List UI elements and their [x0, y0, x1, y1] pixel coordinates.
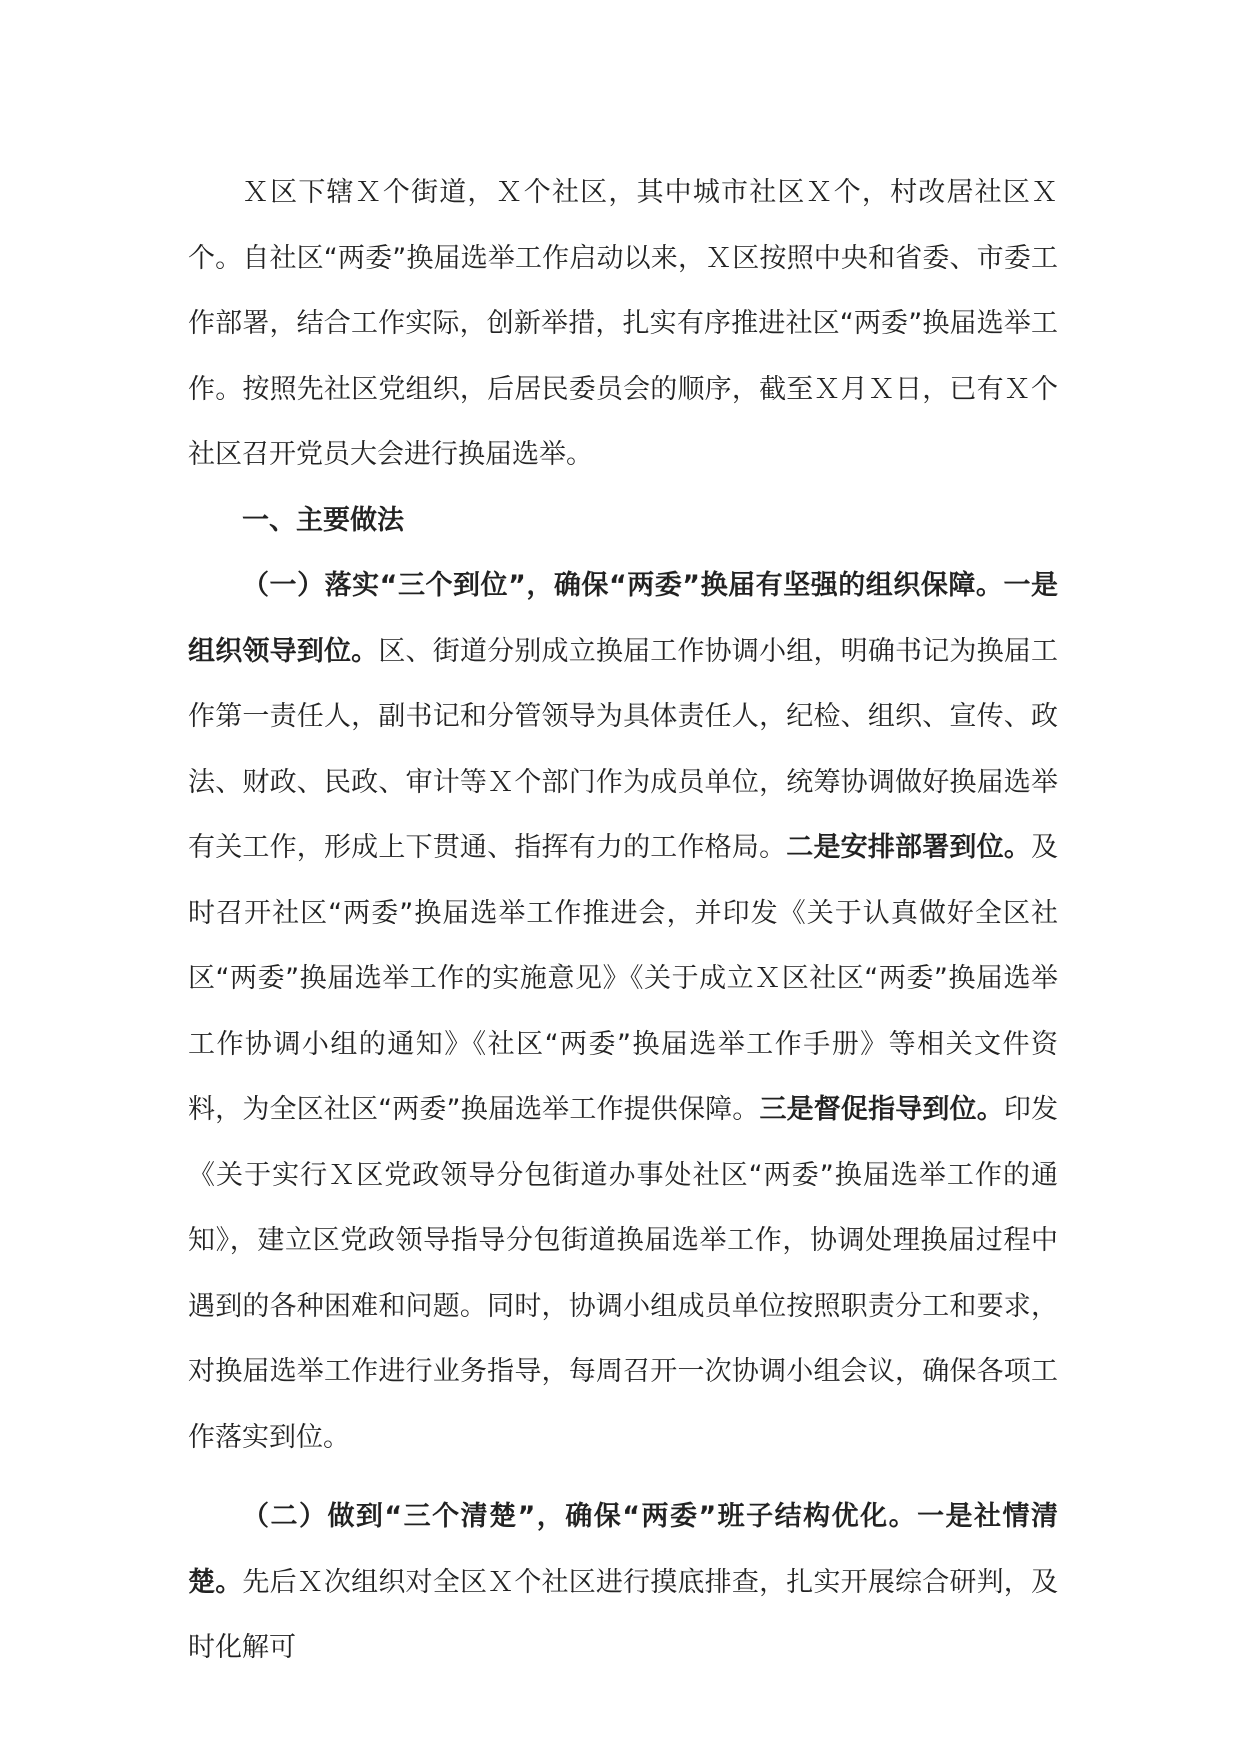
document-page — [188, 160, 1058, 1681]
subsection-1-heading: （一）落实“三个到位”，确保“两委”换届有坚强的组织保障。 — [242, 570, 1004, 601]
subsection-1-point-3-text: 印发《关于实行Ｘ区党政领导分包街道办事处社区“两委”换届选举工作的通知》，建立区党政领导指导分包街道换届选举工作，协调处理换届过程中遇到的各种困难和问题。同时，协调小组成员单位按照职责分工和要求，对换届选举工作进行业务指导，每周召开一次协调小组会议，确保各项工作落实到位。 — [188, 1094, 1059, 1453]
subsection-1-point-2-text: 及时召开社区“两委”换届选举工作推进会，并印发《关于认真做好全区社区“两委”换届选举工作的实施意见》《关于成立Ｘ区社区“两委”换届选举工作协调小组的通知》《社区“两委”换届选举工作手册》等相关文件资料，为全区社区“两委”换届选举工作提供保障。 — [188, 832, 1059, 1125]
section-heading-main-practices: 一、主要做法 — [242, 504, 404, 536]
subsection-2-point-1-label: 一是社情清楚。 — [188, 1501, 1058, 1598]
subsection-1-point-1-text: 区、街道分别成立换届工作协调小组，明确书记为换届工作第一责任人，副书记和分管领导为具体责任人，纪检、组织、宣传、政法、财政、民政、审计等Ｘ个部门作为成员单位，统筹协调做好换届选举有关工作，形成上下贯通、指挥有力的工作格局。 — [188, 635, 1059, 863]
subsection-2-point-1-text: 先后Ｘ次组织对全区Ｘ个社区进行摸底排查，扎实开展综合研判，及时化解可 — [188, 1566, 1059, 1663]
subsection-1-point-3-label: 三是督促指导到位。 — [759, 1094, 1004, 1125]
subsection-1-point-1-label: 一是组织领导到位。 — [188, 570, 1059, 667]
paragraph-spacer — [188, 1470, 1058, 1484]
subsection-2-paragraph — [188, 1484, 1058, 1681]
subsection-2-heading: （二）做到“三个清楚”，确保“两委”班子结构优化。 — [242, 1501, 918, 1532]
intro-paragraph: Ｘ区下辖Ｘ个街道，Ｘ个社区，其中城市社区Ｘ个，村改居社区Ｘ个。自社区“两委”换届选举工作启动以来，Ｘ区按照中央和省委、市委工作部署，结合工作实际，创新举措，扎实有序推进社区“两委”换届选举工作。按照先社区党组织，后居民委员会的顺序，截至Ｘ月Ｘ日，已有Ｘ个社区召开党员大会进行换届选举。 — [188, 177, 1058, 470]
subsection-1-point-2-label: 二是安排部署到位。 — [786, 832, 1032, 863]
subsection-1-paragraph — [188, 553, 1058, 1470]
